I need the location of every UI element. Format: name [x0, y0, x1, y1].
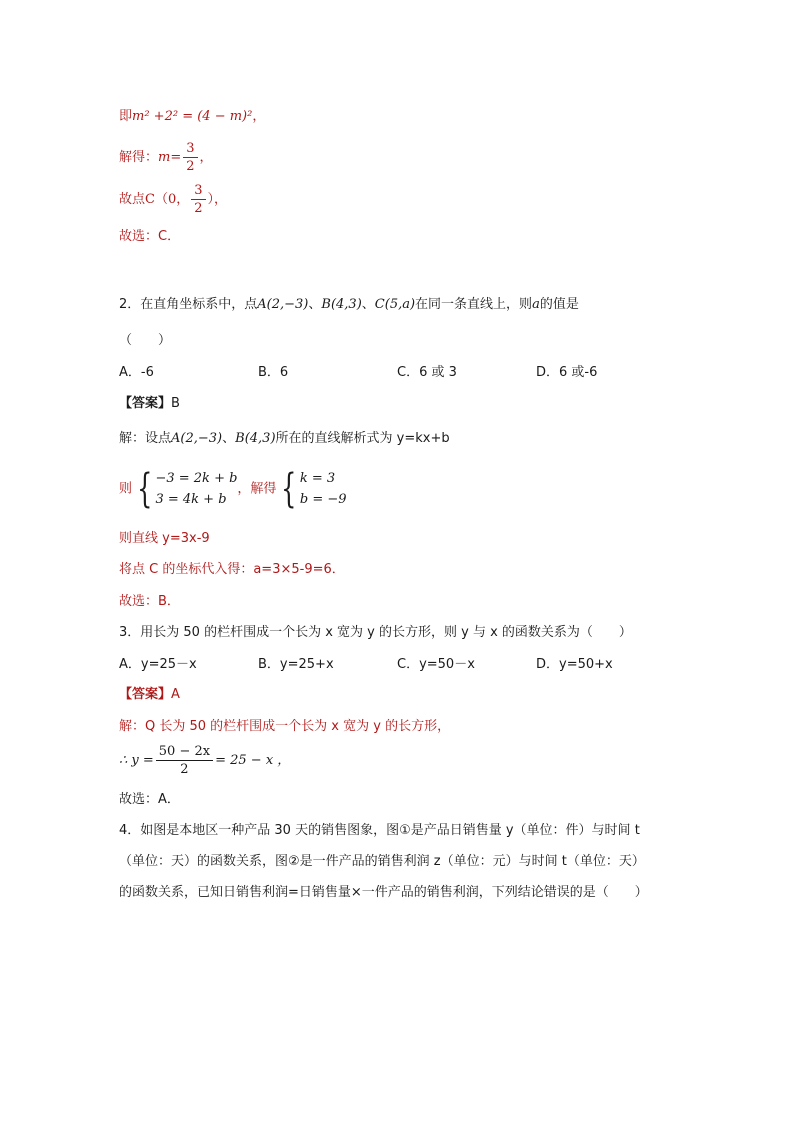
- question-3-solution-line-1: 解：Q 长为 50 的栏杆围成一个长为 x 宽为 y 的长方形，: [119, 719, 451, 734]
- question-2-option-b[interactable]: B．6: [258, 365, 289, 380]
- question-2-paren: （ ）: [119, 333, 172, 348]
- answer-value: B: [171, 396, 180, 411]
- question-2-option-a[interactable]: A．-6: [119, 365, 154, 380]
- question-3-stem: 3．用长为 50 的栏杆围成一个长为 x 宽为 y 的长方形，则 y 与 x 的函数关系为（ ）: [119, 625, 632, 640]
- fraction-denominator: 2: [186, 159, 195, 174]
- text-suffix: ，: [252, 109, 266, 124]
- math-point-a: A(2,−3): [257, 297, 309, 312]
- text-prefix: 解得：: [119, 150, 159, 165]
- question-2-stem: [119, 296, 579, 314]
- equation: b = −9: [299, 492, 347, 507]
- fraction-numerator: 3: [183, 140, 197, 158]
- equation: k = 3: [299, 471, 336, 486]
- equation-system-2: [300, 468, 347, 510]
- fraction: [156, 743, 213, 778]
- question-2-solution-line-5: 故选：B．: [119, 594, 180, 609]
- question-3-option-c[interactable]: C．y=50－x: [397, 657, 475, 672]
- math-point-c: C(5,a): [374, 297, 416, 312]
- question-2-solution-line-4: 将点 C 的坐标代入得：a=3×5-9=6．: [119, 562, 345, 577]
- question-2-solution-system: [119, 468, 347, 510]
- text: 所在的直线解析式为 y=kx+b: [275, 431, 450, 446]
- equation: y=3x-9: [162, 531, 210, 546]
- equation: 3 = 4k + b: [155, 492, 227, 507]
- equation-system-1: [155, 468, 237, 510]
- text-prefix: 故点: [119, 192, 146, 207]
- question-4-stem-line-3: 的函数关系，已知日销售利润=日销售量×一件产品的销售利润，下列结论错误的是（ ）: [119, 885, 648, 900]
- solution-line-choice: 故选：C．: [119, 229, 181, 244]
- question-3-solution-line-3: 故选：A．: [119, 792, 180, 807]
- text: 则: [119, 481, 133, 497]
- separator: 、: [308, 297, 322, 312]
- question-3-solution-line-2: [119, 743, 290, 778]
- text: 2．在直角坐标系中，点: [119, 297, 258, 312]
- left-brace-icon: {: [281, 466, 297, 512]
- math-expression: m² +2² = (4 − m)²: [132, 109, 253, 124]
- fraction-numerator: 50 − 2x: [156, 743, 213, 761]
- text: 则直线: [119, 531, 163, 546]
- math-variable: a: [532, 297, 540, 312]
- text: 在同一条直线上，则: [415, 297, 533, 312]
- text: ，解得: [237, 481, 277, 497]
- math-point: C（0，: [145, 192, 190, 207]
- fraction-denominator: 2: [180, 762, 189, 777]
- math-point-a: A(2,−3): [171, 431, 223, 446]
- fraction-numerator: 3: [191, 182, 205, 200]
- text: 解：设点: [119, 431, 172, 446]
- separator: 、: [222, 431, 236, 446]
- fraction-denominator: 2: [194, 201, 203, 216]
- question-3-option-b[interactable]: B．y=25+x: [258, 657, 334, 672]
- fraction: [191, 182, 205, 217]
- question-4-stem-line-2: （单位：天）的函数关系，图②是一件产品的销售利润 z（单位：元）与时间 t（单位：天）: [119, 854, 645, 869]
- answer-label: 【答案】: [119, 687, 172, 702]
- question-3-option-a[interactable]: A．y=25－x: [119, 657, 197, 672]
- question-4-stem-line-1: 4．如图是本地区一种产品 30 天的销售图象，图①是产品日销售量 y（单位：件）与时间 t: [119, 823, 640, 838]
- question-2-solution-line-1: [119, 430, 450, 448]
- solution-line-equation: [119, 108, 265, 126]
- solution-line-point: [119, 182, 227, 217]
- question-3-answer: [119, 686, 180, 704]
- answer-value: A: [171, 687, 180, 702]
- left-brace-icon: {: [137, 466, 153, 512]
- answer-label: 【答案】: [119, 396, 172, 411]
- math-point-b: B(4,3): [235, 431, 276, 446]
- question-2-option-d[interactable]: D．6 或-6: [536, 365, 598, 380]
- math-expression: ∴ y =: [119, 753, 154, 768]
- text: 的值是: [539, 297, 579, 312]
- text-prefix: 即: [119, 109, 133, 124]
- question-2-solution-line-3: [119, 530, 210, 548]
- math-point-b: B(4,3): [321, 297, 362, 312]
- question-2-option-c[interactable]: C．6 或 3: [397, 365, 457, 380]
- equation: −3 = 2k + b: [155, 471, 238, 486]
- fraction: [183, 140, 197, 175]
- question-2-answer: [119, 395, 180, 413]
- text-suffix: ），: [207, 192, 228, 207]
- text-suffix: ，: [199, 150, 213, 165]
- math-variable: m=: [158, 150, 182, 165]
- separator: 、: [361, 297, 375, 312]
- solution-line-solve: [119, 140, 213, 175]
- question-3-option-d[interactable]: D．y=50+x: [536, 657, 613, 672]
- math-expression: = 25 − x ，: [215, 753, 291, 768]
